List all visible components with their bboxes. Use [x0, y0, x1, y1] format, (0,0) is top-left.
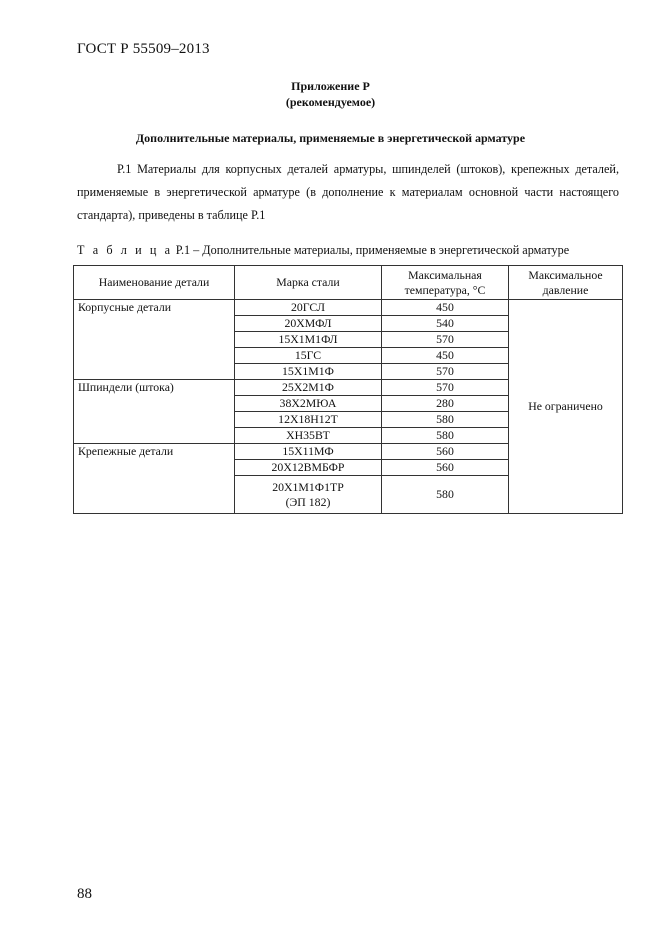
- grade-cell: 20ХМФЛ: [235, 316, 382, 332]
- grade-cell: 15Х1М1Ф: [235, 364, 382, 380]
- section-title: Дополнительные материалы, применяемые в энергетической арматуре: [135, 131, 526, 145]
- table-caption-prefix: Т а б л и ц а: [77, 243, 173, 257]
- temp-cell: 280: [382, 396, 509, 412]
- temp-cell: 450: [382, 348, 509, 364]
- temp-cell: 570: [382, 364, 509, 380]
- pressure-cell: Не ограничено: [509, 300, 623, 514]
- header-grade: Марка стали: [235, 266, 382, 300]
- part-name-cell: Шпиндели (штока): [74, 380, 235, 444]
- header-part: Наименование детали: [74, 266, 235, 300]
- appendix-note: (рекомендуемое): [285, 95, 376, 109]
- temp-cell: 570: [382, 380, 509, 396]
- temp-cell: 580: [382, 476, 509, 514]
- temp-cell: 450: [382, 300, 509, 316]
- document-header: ГОСТ Р 55509–2013: [77, 41, 210, 57]
- table-caption: [77, 243, 569, 258]
- header-temp: Максимальная температура, °С: [382, 266, 509, 300]
- materials-table: [73, 265, 623, 514]
- temp-cell: 570: [382, 332, 509, 348]
- temp-cell: 580: [382, 428, 509, 444]
- page-number: 88: [77, 886, 92, 902]
- grade-cell: ХН35ВТ: [235, 428, 382, 444]
- part-name-cell: Крепежные детали: [74, 444, 235, 514]
- temp-cell: 560: [382, 444, 509, 460]
- grade-cell: 20Х12ВМБФР: [235, 460, 382, 476]
- temp-cell: 560: [382, 460, 509, 476]
- grade-cell: 15ГС: [235, 348, 382, 364]
- table-caption-text: Р.1 – Дополнительные материалы, применяемые в энергетической арматуре: [172, 243, 570, 257]
- grade-cell: 15Х11МФ: [235, 444, 382, 460]
- grade-cell: 38Х2МЮА: [235, 396, 382, 412]
- grade-cell: 25Х2М1Ф: [235, 380, 382, 396]
- table-row: [74, 300, 623, 316]
- body-paragraph: [77, 158, 619, 227]
- grade-line-sub: (ЭП 182): [285, 494, 331, 509]
- grade-cell-multiline: [235, 476, 382, 514]
- grade-cell: 12Х18Н12Т: [235, 412, 382, 428]
- grade-cell: 15Х1М1ФЛ: [235, 332, 382, 348]
- header-pressure: Максимальное давление: [509, 266, 623, 300]
- part-name-cell: Корпусные детали: [74, 300, 235, 380]
- paragraph-text: Р.1 Материалы для корпусных деталей арматуры, шпинделей (штоков), крепежных деталей, применяемые в энергетической арматуре (в дополнение к материалам основной части настоящего стандарта), приведены в таблице Р.1: [77, 162, 619, 222]
- table-header-row: [74, 266, 623, 300]
- grade-cell: 20ГСЛ: [235, 300, 382, 316]
- temp-cell: 580: [382, 412, 509, 428]
- grade-line: 20Х1М1Ф1ТР: [272, 479, 344, 494]
- temp-cell: 540: [382, 316, 509, 332]
- appendix-title: Приложение Р: [291, 79, 370, 93]
